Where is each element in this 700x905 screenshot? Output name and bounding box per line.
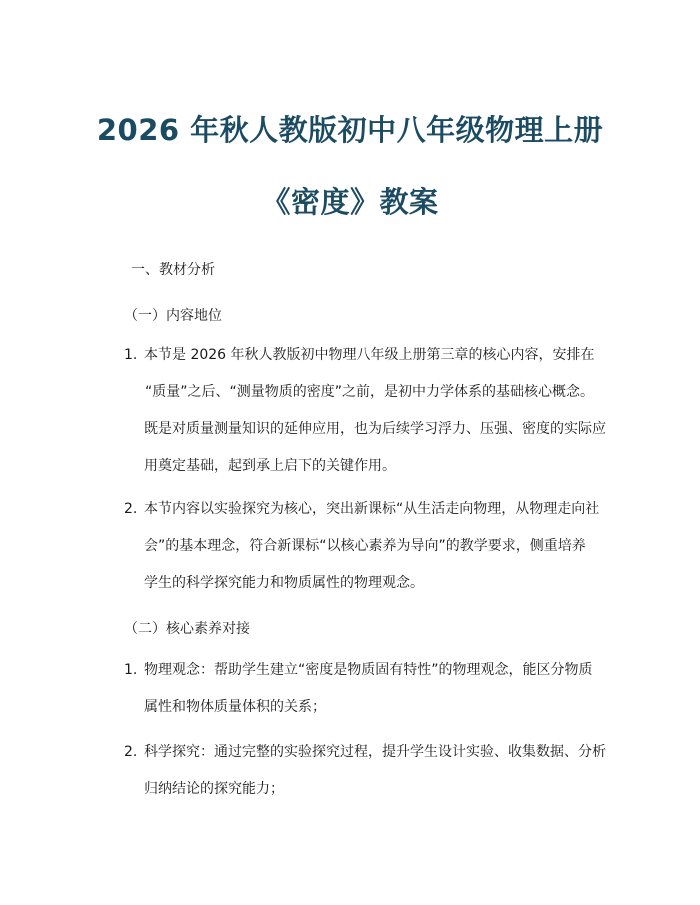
list-item-line: 科学探究：通过完整的实验探究过程，提升学生设计实验、收集数据、分析	[144, 744, 606, 760]
list-item-number: 1.	[124, 347, 138, 363]
list-item-line: 用奠定基础，起到承上启下的关键作用。	[144, 458, 396, 474]
subsection-heading-core-literacy: （二）核心素养对接	[124, 621, 250, 637]
subsection-heading-content-position: （一）内容地位	[124, 308, 222, 324]
document-title-line2: 《密度》教案	[261, 185, 439, 219]
list-item-number: 2.	[124, 501, 138, 517]
list-item-line: “质量”之后、“测量物质的密度”之前，是初中力学体系的基础核心概念。	[145, 384, 595, 400]
list-item-number: 1.	[124, 662, 138, 678]
list-item-line: 属性和物体质量体积的关系；	[144, 699, 326, 715]
list-item-line: 本节是 2026 年秋人教版初中物理八年级上册第三章的核心内容，安排在	[144, 347, 595, 363]
list-item-line: 本节内容以实验探究为核心，突出新课标“从生活走向物理，从物理走向社	[144, 501, 600, 517]
document-title-line1: 2026 年秋人教版初中八年级物理上册	[96, 113, 604, 147]
section-heading-textbook-analysis: 一、教材分析	[131, 262, 215, 278]
list-item-line: 学生的科学探究能力和物质属性的物理观念。	[144, 575, 424, 591]
list-item-line: 会”的基本理念，符合新课标“以核心素养为导向”的教学要求，侧重培养	[144, 538, 586, 554]
list-item-line: 既是对质量测量知识的延伸应用，也为后续学习浮力、压强、密度的实际应	[144, 421, 606, 437]
list-item-line: 物理观念：帮助学生建立“密度是物质固有特性”的物理观念，能区分物质	[144, 662, 593, 678]
list-item-line: 归纳结论的探究能力；	[144, 781, 284, 797]
list-item-number: 2.	[124, 744, 138, 760]
